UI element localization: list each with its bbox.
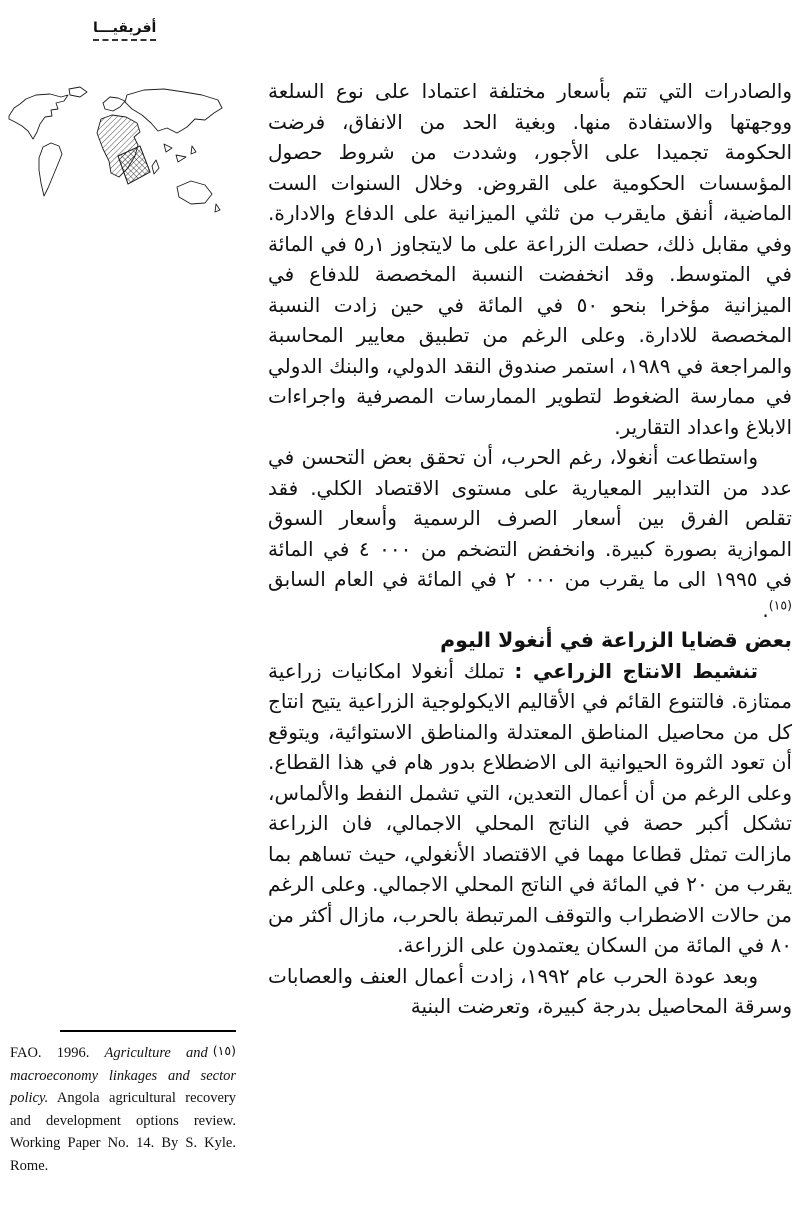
- paragraph-text: .: [762, 597, 769, 622]
- footnote-suffix: Angola agricultural recovery and development options review. Working Paper No. 14. By S. Kyle. Rome.: [10, 1090, 236, 1174]
- world-map-africa-highlighted-icon: [6, 86, 228, 236]
- body-paragraph: [268, 656, 792, 961]
- footnote: [10, 1042, 236, 1178]
- world-map-figure: [6, 86, 228, 236]
- footnote-title-italic: Agriculture and macroeconomy linkages and sector policy.: [10, 1045, 236, 1107]
- running-header: أفريقيـــا: [93, 20, 156, 41]
- footnote-marker: (١٥): [212, 1043, 236, 1058]
- body-paragraph: والصادرات التي تتم بأسعار مختلفة اعتمادا على نوع السلعة ووجهتها والاستفادة منها. وبغية الحد من الانفاق، فرضت الحكومة تجميدا على الأجور، وشددت من شروط حصول المؤسسات الحكومية على القروض. وخلال السنوات الست الماضية، أنفق مايقرب من ثلثي الميزانية على الدفاع والادارة. وفي مقابل ذلك، حصلت الزراعة على ما لايتجاوز ١ر٥ في المائة في المتوسط. وقد انخفضت النسبة المخصصة للدفاع في الميزانية مؤخرا بنحو ٥٠ في المائة في حين زادت النسبة المخصصة للادارة. وعلى الرغم من تطبيق معايير المحاسبة والمراجعة في ١٩٨٩، استمر صندوق النقد الدولي، والبنك الدولي في ممارسة الضغوط لتطوير الممارسات المصرفية واجراءات الابلاغ واعداد التقارير.: [268, 79, 792, 439]
- body-paragraph: [268, 442, 792, 625]
- main-text-column: [268, 76, 792, 1022]
- footnote-block: [10, 1030, 236, 1178]
- footnote-reference: (١٥): [768, 596, 792, 612]
- paragraph-lead-bold: تنشيط الانتاج الزراعي :: [514, 658, 758, 683]
- paragraph-text: تملك أنغولا امكانيات زراعية ممتازة. فالتنوع القائم في الأقاليم الايكولوجية الزراعية يتيح انتاج كل من محاصيل المناطق المعتدلة والمناطق الاستوائية، ويتوقع أن تعود الثروة الحيوانية الى الاضطلاع بدور هام في هذا القطاع. وعلى الرغم من أن أعمال التعدين، التي تشمل النفط والألماس، تشكل أكبر حصة في الناتج المحلي الاجمالي، فان الزراعة مازالت تمثل قطاعا مهما في الاقتصاد الأنغولي، حيث تساهم بما يقرب من ٢٠ في المائة في الناتج المحلي الاجمالي. وعلى الرغم من حالات الاضطراب والتوقف المرتبطة بالحرب، مازال أكثر من ٨٠ في المائة من السكان يعتمدون على الزراعة.: [268, 658, 793, 957]
- footnote-prefix: FAO. 1996.: [10, 1045, 105, 1061]
- footnote-rule: [60, 1030, 236, 1032]
- paragraph-text: واستطاعت أنغولا، رغم الحرب، أن تحقق بعض التحسن في عدد من التدابير المعيارية على مستوى الاقتصاد الكلي. فقد تقلص الفرق بين أسعار الصرف الرسمية وأسعار السوق الموازية بصورة كبيرة. وانخفض التضخم من ٤ ٠٠٠ في المائة في ١٩٩٥ الى ما يقرب من ٢ ٠٠٠ في المائة في العام السابق: [268, 445, 793, 591]
- section-heading: بعض قضايا الزراعة في أنغولا اليوم: [440, 628, 792, 652]
- body-paragraph: وبعد عودة الحرب عام ١٩٩٢، زادت أعمال العنف والعصابات وسرقة المحاصيل بدرجة كبيرة، وتعرضت البنية: [268, 963, 792, 1018]
